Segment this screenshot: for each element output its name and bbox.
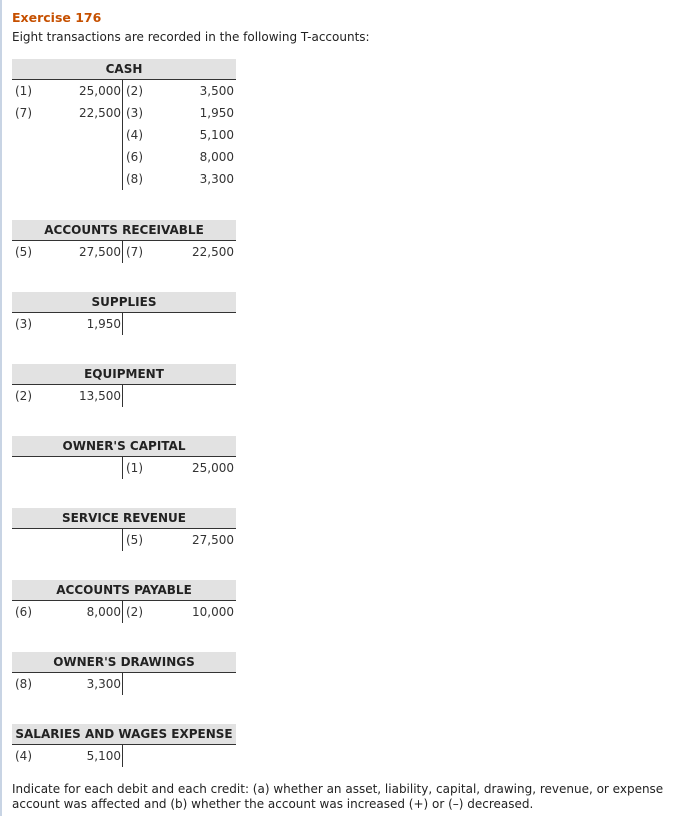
t-account-supplies (12, 292, 236, 335)
debit-amount: 27,500 (79, 245, 121, 259)
debit-amount: 5,100 (86, 749, 121, 763)
t-account-accounts-receivable (12, 220, 236, 263)
debit-ref: (6) (15, 605, 32, 619)
credit-ref: (4) (126, 128, 143, 142)
t-account-title: OWNER'S DRAWINGS (12, 652, 236, 673)
exercise-title: Exercise 176 (12, 10, 102, 25)
t-account-salaries-and-wages-expense (12, 724, 236, 767)
debit-ref: (5) (15, 245, 32, 259)
debit-ref: (8) (15, 677, 32, 691)
credit-amount: 3,500 (199, 84, 234, 98)
credit-amount: 8,000 (199, 150, 234, 164)
debit-ref: (1) (15, 84, 32, 98)
debit-ref: (3) (15, 317, 32, 331)
t-account-title: SERVICE REVENUE (12, 508, 236, 529)
t-account-row (12, 146, 236, 168)
credit-amount: 22,500 (192, 245, 234, 259)
t-account-service-revenue (12, 508, 236, 551)
debit-amount: 1,950 (86, 317, 121, 331)
t-account-title: SUPPLIES (12, 292, 236, 313)
t-account-row (12, 102, 236, 124)
t-account-row (12, 745, 236, 767)
debit-amount: 22,500 (79, 106, 121, 120)
t-account-row (12, 313, 236, 335)
t-account-title: CASH (12, 59, 236, 80)
t-account-row (12, 601, 236, 623)
t-account-row (12, 673, 236, 695)
debit-amount: 3,300 (86, 677, 121, 691)
debit-amount: 13,500 (79, 389, 121, 403)
t-account-row (12, 80, 236, 102)
t-account-title: ACCOUNTS RECEIVABLE (12, 220, 236, 241)
debit-amount: 25,000 (79, 84, 121, 98)
credit-ref: (5) (126, 533, 143, 547)
credit-ref: (3) (126, 106, 143, 120)
t-account-row (12, 529, 236, 551)
credit-ref: (8) (126, 172, 143, 186)
t-account-title: SALARIES AND WAGES EXPENSE (12, 724, 236, 745)
t-account-title: OWNER'S CAPITAL (12, 436, 236, 457)
t-account-row (12, 168, 236, 190)
credit-ref: (2) (126, 605, 143, 619)
t-account-equipment (12, 364, 236, 407)
left-border (0, 0, 2, 816)
t-account-row (12, 124, 236, 146)
t-account-owners-capital (12, 436, 236, 479)
credit-amount: 27,500 (192, 533, 234, 547)
t-account-title: EQUIPMENT (12, 364, 236, 385)
credit-amount: 25,000 (192, 461, 234, 475)
debit-amount: 8,000 (86, 605, 121, 619)
t-account-row (12, 385, 236, 407)
t-account-title: ACCOUNTS PAYABLE (12, 580, 236, 601)
credit-amount: 10,000 (192, 605, 234, 619)
credit-ref: (6) (126, 150, 143, 164)
credit-ref: (7) (126, 245, 143, 259)
t-account-accounts-payable (12, 580, 236, 623)
t-account-row (12, 241, 236, 263)
debit-ref: (7) (15, 106, 32, 120)
credit-amount: 3,300 (199, 172, 234, 186)
instructions-text: Indicate for each debit and each credit: (a) whether an asset, liability, capital, drawing, revenue, or expense account was affected and (b) whether the account was increased (+) or (–) decreased. (12, 782, 664, 811)
t-account-cash (12, 59, 236, 190)
credit-ref: (1) (126, 461, 143, 475)
credit-ref: (2) (126, 84, 143, 98)
credit-amount: 5,100 (199, 128, 234, 142)
t-account-row (12, 457, 236, 479)
t-account-owners-drawings (12, 652, 236, 695)
debit-ref: (4) (15, 749, 32, 763)
exercise-intro: Eight transactions are recorded in the following T-accounts: (12, 30, 370, 44)
credit-amount: 1,950 (199, 106, 234, 120)
debit-ref: (2) (15, 389, 32, 403)
